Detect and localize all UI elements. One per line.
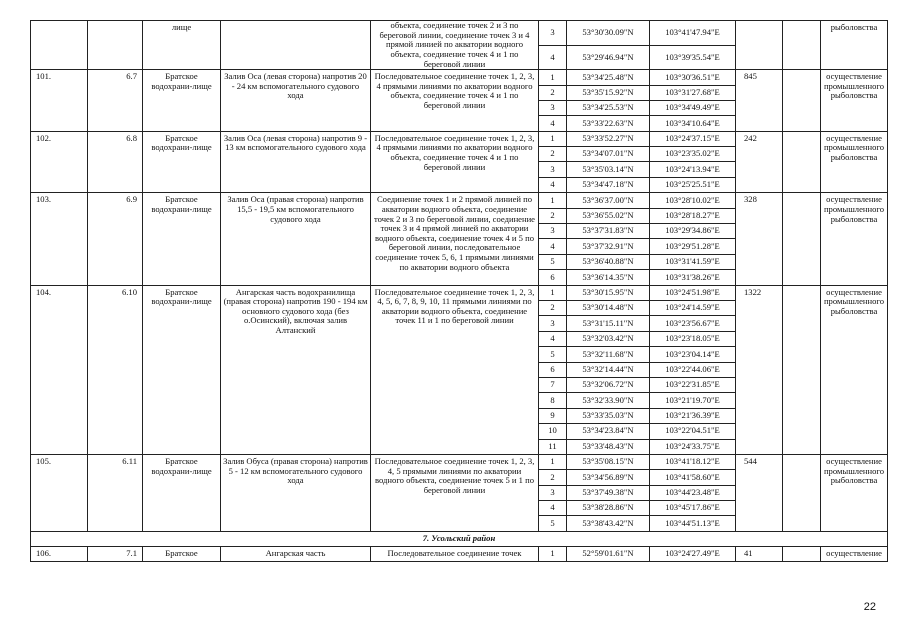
site-description: Залив Оса (левая сторона) напротив 20 - 24 км вспомогательного судового хода — [221, 70, 371, 132]
point-latitude: 53°33'22.63"N — [567, 116, 650, 131]
area-value: 845 — [736, 70, 783, 132]
point-longitude: 103°21'36.39"E — [650, 408, 736, 423]
point-longitude: 103°28'10.02"E — [650, 193, 736, 208]
reservoir-name: лище — [143, 21, 221, 70]
boundary-description — [371, 285, 539, 454]
row-number: 101. — [31, 70, 88, 132]
point-latitude: 53°33'48.43"N — [567, 439, 650, 454]
point-latitude: 53°36'37.00"N — [567, 193, 650, 208]
point-longitude: 103°31'38.26"E — [650, 270, 736, 285]
point-number: 7 — [539, 377, 567, 392]
purpose: осуществление промышленного рыболовства — [821, 131, 888, 193]
point-latitude: 53°30'15.95"N — [567, 285, 650, 300]
point-number: 3 — [539, 224, 567, 239]
point-longitude: 103°41'58.60"E — [650, 470, 736, 485]
point-latitude: 53°38'43.42"N — [567, 516, 650, 531]
purpose: осуществление — [821, 546, 888, 561]
area-value: 242 — [736, 131, 783, 193]
point-number: 5 — [539, 347, 567, 362]
point-number: 6 — [539, 362, 567, 377]
point-latitude: 53°32'03.42"N — [567, 331, 650, 346]
point-number: 2 — [539, 470, 567, 485]
purpose: осуществление промышленного рыболовства — [821, 70, 888, 132]
table-row — [31, 546, 888, 561]
site-code: 6.7 — [88, 70, 143, 132]
row-number: 106. — [31, 546, 88, 561]
point-number: 4 — [539, 501, 567, 516]
site-description: Залив Обуса (правая сторона) напротив 5 - 12 км вспомогательного судового хода — [221, 454, 371, 531]
boundary-text: Последовательное соединение точек 1, 2, 3, 4, 5 прямыми линиями по акватории водного объекта, соединение точек 5 и 1 по береговой линии — [374, 456, 535, 495]
boundary-description — [371, 193, 539, 285]
purpose: осуществление промышленного рыболовства — [821, 285, 888, 454]
point-longitude: 103°28'18.27"E — [650, 208, 736, 223]
point-latitude: 53°34'23.84"N — [567, 424, 650, 439]
point-number: 5 — [539, 254, 567, 269]
point-number: 1 — [539, 546, 567, 561]
point-latitude: 53°30'14.48"N — [567, 300, 650, 315]
site-description: Ангарская часть водохранилища (правая сторона) напротив 190 - 194 км основного судового хода (без о.Осинский), включая залив Алтанский — [221, 285, 371, 454]
point-number: 8 — [539, 393, 567, 408]
point-longitude: 103°24'51.98"E — [650, 285, 736, 300]
boundary-text: Последовательное соединение точек 1, 2, 3, 4, 5, 6, 7, 8, 9, 10, 11 прямыми линиями по акватории водного объекта, соединение точек 11 и 1 по береговой линии — [374, 287, 535, 326]
row-number: 104. — [31, 285, 88, 454]
site-description — [221, 21, 371, 70]
point-longitude: 103°41'18.12"E — [650, 454, 736, 469]
point-number: 10 — [539, 424, 567, 439]
boundary-text: объекта, соединение точек 2 и 3 по береговой линии, соединение точек 3 и 4 прямой линией по акватории водного объекта, соединение точек 4 и 1 по береговой линии — [379, 21, 530, 69]
point-number: 4 — [539, 45, 567, 70]
point-number: 11 — [539, 439, 567, 454]
boundary-description — [371, 454, 539, 531]
boundary-text: Последовательное соединение точек — [387, 548, 522, 558]
point-latitude: 53°32'33.90"N — [567, 393, 650, 408]
table-row — [31, 193, 888, 208]
table-row — [31, 131, 888, 146]
row-number: 102. — [31, 131, 88, 193]
point-longitude: 103°21'19.70"E — [650, 393, 736, 408]
table-row — [31, 21, 888, 46]
boundary-description — [371, 21, 539, 70]
site-code: 6.10 — [88, 285, 143, 454]
point-latitude: 53°29'46.94"N — [567, 45, 650, 70]
point-latitude: 53°35'08.15"N — [567, 454, 650, 469]
point-latitude: 53°36'14.35"N — [567, 270, 650, 285]
point-latitude: 53°30'30.09"N — [567, 21, 650, 46]
point-number: 2 — [539, 147, 567, 162]
section-title: 7. Усольский район — [31, 531, 888, 546]
empty-cell — [783, 193, 821, 285]
point-latitude: 53°34'25.53"N — [567, 100, 650, 115]
reservoir-name: Братское водохрани-лище — [143, 131, 221, 193]
empty-cell — [783, 131, 821, 193]
point-latitude: 53°32'11.68"N — [567, 347, 650, 362]
area-value: 41 — [736, 546, 783, 561]
table-row — [31, 70, 888, 85]
section-row — [31, 531, 888, 546]
point-number: 2 — [539, 300, 567, 315]
point-longitude: 103°44'51.13"E — [650, 516, 736, 531]
point-longitude: 103°24'27.49"E — [650, 546, 736, 561]
point-latitude: 53°33'52.27"N — [567, 131, 650, 146]
empty-cell — [783, 21, 821, 70]
site-code: 7.1 — [88, 546, 143, 561]
boundary-text: Соединение точек 1 и 2 прямой линией по акватории водного объекта, соединение точек 2 и 3 по береговой линии, соединение точек 3 и 4 прямой линией по акватории водного объекта, соединение точек 4 и 5 по береговой линии, последовательное соединение точек 5, 6, 1 прямыми линиями по акватории водного объекта — [374, 195, 535, 272]
purpose: рыболовства — [821, 21, 888, 70]
point-number: 4 — [539, 116, 567, 131]
reservoir-name: Братское водохрани-лище — [143, 193, 221, 285]
site-description: Залив Оса (левая сторона) напротив 9 - 13 км вспомогательного судового хода — [221, 131, 371, 193]
point-number: 9 — [539, 408, 567, 423]
point-latitude: 53°37'49.38"N — [567, 485, 650, 500]
point-number: 2 — [539, 208, 567, 223]
point-longitude: 103°22'44.06"E — [650, 362, 736, 377]
point-longitude: 103°30'36.51"E — [650, 70, 736, 85]
purpose: осуществление промышленного рыболовства — [821, 193, 888, 285]
reservoir-name: Братское водохрани-лище — [143, 285, 221, 454]
area-value: 328 — [736, 193, 783, 285]
table-row — [31, 285, 888, 300]
point-number: 4 — [539, 239, 567, 254]
point-longitude: 103°24'14.59"E — [650, 300, 736, 315]
point-longitude: 103°29'51.28"E — [650, 239, 736, 254]
point-longitude: 103°24'33.75"E — [650, 439, 736, 454]
point-number: 4 — [539, 177, 567, 192]
point-longitude: 103°23'56.67"E — [650, 316, 736, 331]
site-code: 6.8 — [88, 131, 143, 193]
empty-cell — [783, 454, 821, 531]
point-latitude: 53°34'56.89"N — [567, 470, 650, 485]
boundary-text: Последовательное соединение точек 1, 2, 3, 4 прямыми линиями по акватории водного объекта, соединение точек 4 и 1 по береговой линии — [374, 72, 535, 110]
point-latitude: 53°38'28.86"N — [567, 501, 650, 516]
point-number: 4 — [539, 331, 567, 346]
point-longitude: 103°45'17.86"E — [650, 501, 736, 516]
table-row — [31, 454, 888, 469]
site-description: Ангарская часть — [221, 546, 371, 561]
reservoir-name: Братское — [143, 546, 221, 561]
point-latitude: 53°34'07.01"N — [567, 147, 650, 162]
point-number: 1 — [539, 131, 567, 146]
point-latitude: 53°34'47.18"N — [567, 177, 650, 192]
point-longitude: 103°22'04.51"E — [650, 424, 736, 439]
page-number: 22 — [863, 601, 876, 613]
point-longitude: 103°23'04.14"E — [650, 347, 736, 362]
point-number: 5 — [539, 516, 567, 531]
point-number: 1 — [539, 285, 567, 300]
empty-cell — [783, 285, 821, 454]
area-value: 1322 — [736, 285, 783, 454]
point-longitude: 103°29'34.86"E — [650, 224, 736, 239]
empty-cell — [783, 70, 821, 132]
area-value — [736, 21, 783, 70]
point-number: 1 — [539, 193, 567, 208]
point-latitude: 53°33'35.03"N — [567, 408, 650, 423]
point-latitude: 53°35'03.14"N — [567, 162, 650, 177]
boundary-description — [371, 546, 539, 561]
boundary-description — [371, 131, 539, 193]
point-longitude: 103°39'35.54"E — [650, 45, 736, 70]
water-areas-table — [30, 20, 888, 562]
point-latitude: 53°37'31.83"N — [567, 224, 650, 239]
point-longitude: 103°31'27.68"E — [650, 85, 736, 100]
point-number: 3 — [539, 21, 567, 46]
reservoir-name: Братское водохрани-лище — [143, 454, 221, 531]
row-number: 105. — [31, 454, 88, 531]
point-number: 3 — [539, 316, 567, 331]
point-number: 3 — [539, 162, 567, 177]
point-longitude: 103°34'49.49"E — [650, 100, 736, 115]
area-value: 544 — [736, 454, 783, 531]
point-number: 3 — [539, 100, 567, 115]
row-number — [31, 21, 88, 70]
point-longitude: 103°24'13.94"E — [650, 162, 736, 177]
site-code: 6.11 — [88, 454, 143, 531]
point-number: 6 — [539, 270, 567, 285]
point-longitude: 103°25'25.51"E — [650, 177, 736, 192]
point-longitude: 103°24'37.15"E — [650, 131, 736, 146]
point-latitude: 53°34'25.48"N — [567, 70, 650, 85]
point-latitude: 53°36'40.88"N — [567, 254, 650, 269]
row-number: 103. — [31, 193, 88, 285]
boundary-text: Последовательное соединение точек 1, 2, 3, 4 прямыми линиями по акватории водного объекта, соединение точек 4 и 1 по береговой линии — [374, 133, 535, 172]
site-code: 6.9 — [88, 193, 143, 285]
point-latitude: 52°59'01.61"N — [567, 546, 650, 561]
point-number: 1 — [539, 70, 567, 85]
point-latitude: 53°37'32.91"N — [567, 239, 650, 254]
empty-cell — [783, 546, 821, 561]
point-latitude: 53°32'14.44"N — [567, 362, 650, 377]
site-code — [88, 21, 143, 70]
point-longitude: 103°22'31.85"E — [650, 377, 736, 392]
point-longitude: 103°23'18.05"E — [650, 331, 736, 346]
point-number: 1 — [539, 454, 567, 469]
point-longitude: 103°44'23.48"E — [650, 485, 736, 500]
point-number: 3 — [539, 485, 567, 500]
point-longitude: 103°23'35.02"E — [650, 147, 736, 162]
purpose: осуществление промышленного рыболовства — [821, 454, 888, 531]
point-longitude: 103°41'47.94"E — [650, 21, 736, 46]
boundary-description — [371, 70, 539, 132]
site-description: Залив Оса (правая сторона) напротив 15,5 - 19,5 км вспомогательного судового хода — [221, 193, 371, 285]
point-longitude: 103°31'41.59"E — [650, 254, 736, 269]
point-longitude: 103°34'10.64"E — [650, 116, 736, 131]
point-latitude: 53°35'15.92"N — [567, 85, 650, 100]
point-latitude: 53°31'15.11"N — [567, 316, 650, 331]
point-number: 2 — [539, 85, 567, 100]
point-latitude: 53°36'55.02"N — [567, 208, 650, 223]
point-latitude: 53°32'06.72"N — [567, 377, 650, 392]
reservoir-name: Братское водохрани-лище — [143, 70, 221, 132]
